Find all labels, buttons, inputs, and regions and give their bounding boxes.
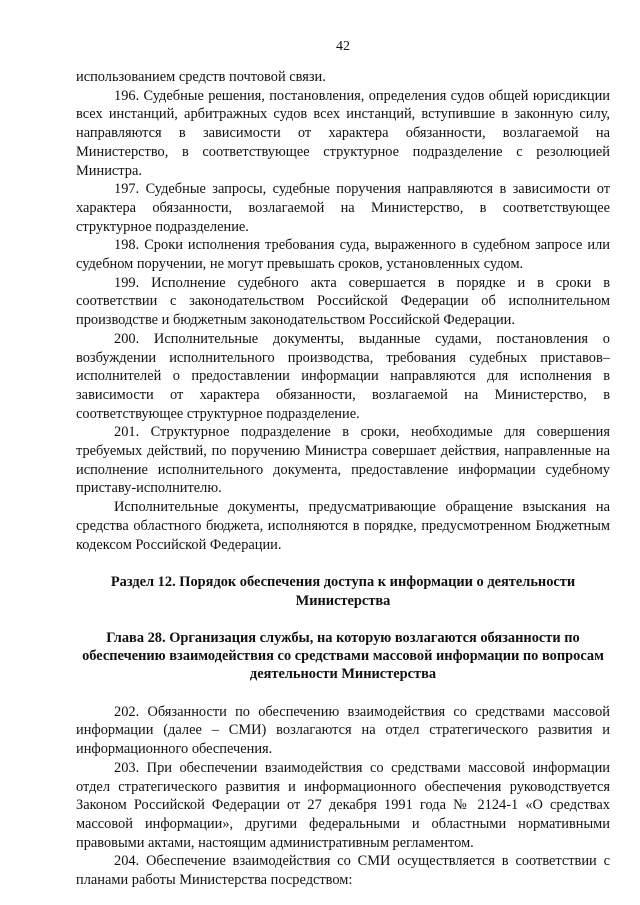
paragraph-199: 199. Исполнение судебного акта совершается в порядке и в сроки в соответствии с законодательством Российской Федерации об исполнительном производстве и бюджетным законодательством Российской Федерации. xyxy=(76,274,610,329)
chapter-heading: Глава 28. Организация службы, на которую возлагаются обязанности по обеспечению взаимодействия со средствами массовой информации по вопросам деятельности Министерства xyxy=(82,629,604,683)
section-heading: Раздел 12. Порядок обеспечения доступа к информации о деятельности Министерства xyxy=(110,574,576,609)
paragraph-196: 196. Судебные решения, постановления, определения судов общей юрисдикции всех инстанций, арбитражных судов всех инстанций, вступившие в законную силу, направляются в зависимости от характера обязанности, возлагаемой на Министерство, в соответствующее структурное подразделение с резолюцией Министра. xyxy=(76,87,610,179)
paragraph-203: 203. При обеспечении взаимодействия со средствами массовой информации отдел стратегического развития и информационного обеспечения руководствуется Законом Российской Федерации от 27 декабря 1991 года № 2124-1 «О средствах массовой информации», другими федеральными и областными нормативными правовыми актами, настоящим административным регламентом. xyxy=(76,759,610,851)
paragraph-enforcement-documents: Исполнительные документы, предусматривающие обращение взыскания на средства областного бюджета, исполняются в порядке, предусмотренном Бюджетным кодексом Российской Федерации. xyxy=(76,499,610,553)
paragraph-200: 200. Исполнительные документы, выданные судами, постановления о возбуждении исполнительного производства, требования судебных приставов–исполнителей о предоставлении информации направляются для исполнения в зависимости от характера обязанности, возлагаемой на Министерство, в соответствующее структурное подразделение. xyxy=(76,330,610,422)
paragraph-198: 198. Сроки исполнения требования суда, выраженного в судебном запросе или судебном поручении, не могут превышать сроков, установленных судом. xyxy=(76,237,610,273)
paragraph-197: 197. Судебные запросы, судебные поручения направляются в зависимости от характера обязанности, возлагаемой на Министерство, в соответствующее структурное подразделение. xyxy=(76,181,610,235)
page-number: 42 xyxy=(336,39,350,54)
paragraph-202: 202. Обязанности по обеспечению взаимодействия со средствами массовой информации (далее – СМИ) возлагаются на отдел стратегического развития и информационного обеспечения. xyxy=(76,703,610,758)
paragraph-201: 201. Структурное подразделение в сроки, необходимые для совершения требуемых действий, по поручению Министра совершает действия, направленные на исполнение исполнительного документа, предоставление информации судебному приставу-исполнителю. xyxy=(76,424,610,497)
paragraph-204: 204. Обеспечение взаимодействия со СМИ осуществляется в соответствии с планами работы Министерства посредством: xyxy=(76,853,610,889)
paragraph-continuation: использованием средств почтовой связи. xyxy=(76,69,326,85)
